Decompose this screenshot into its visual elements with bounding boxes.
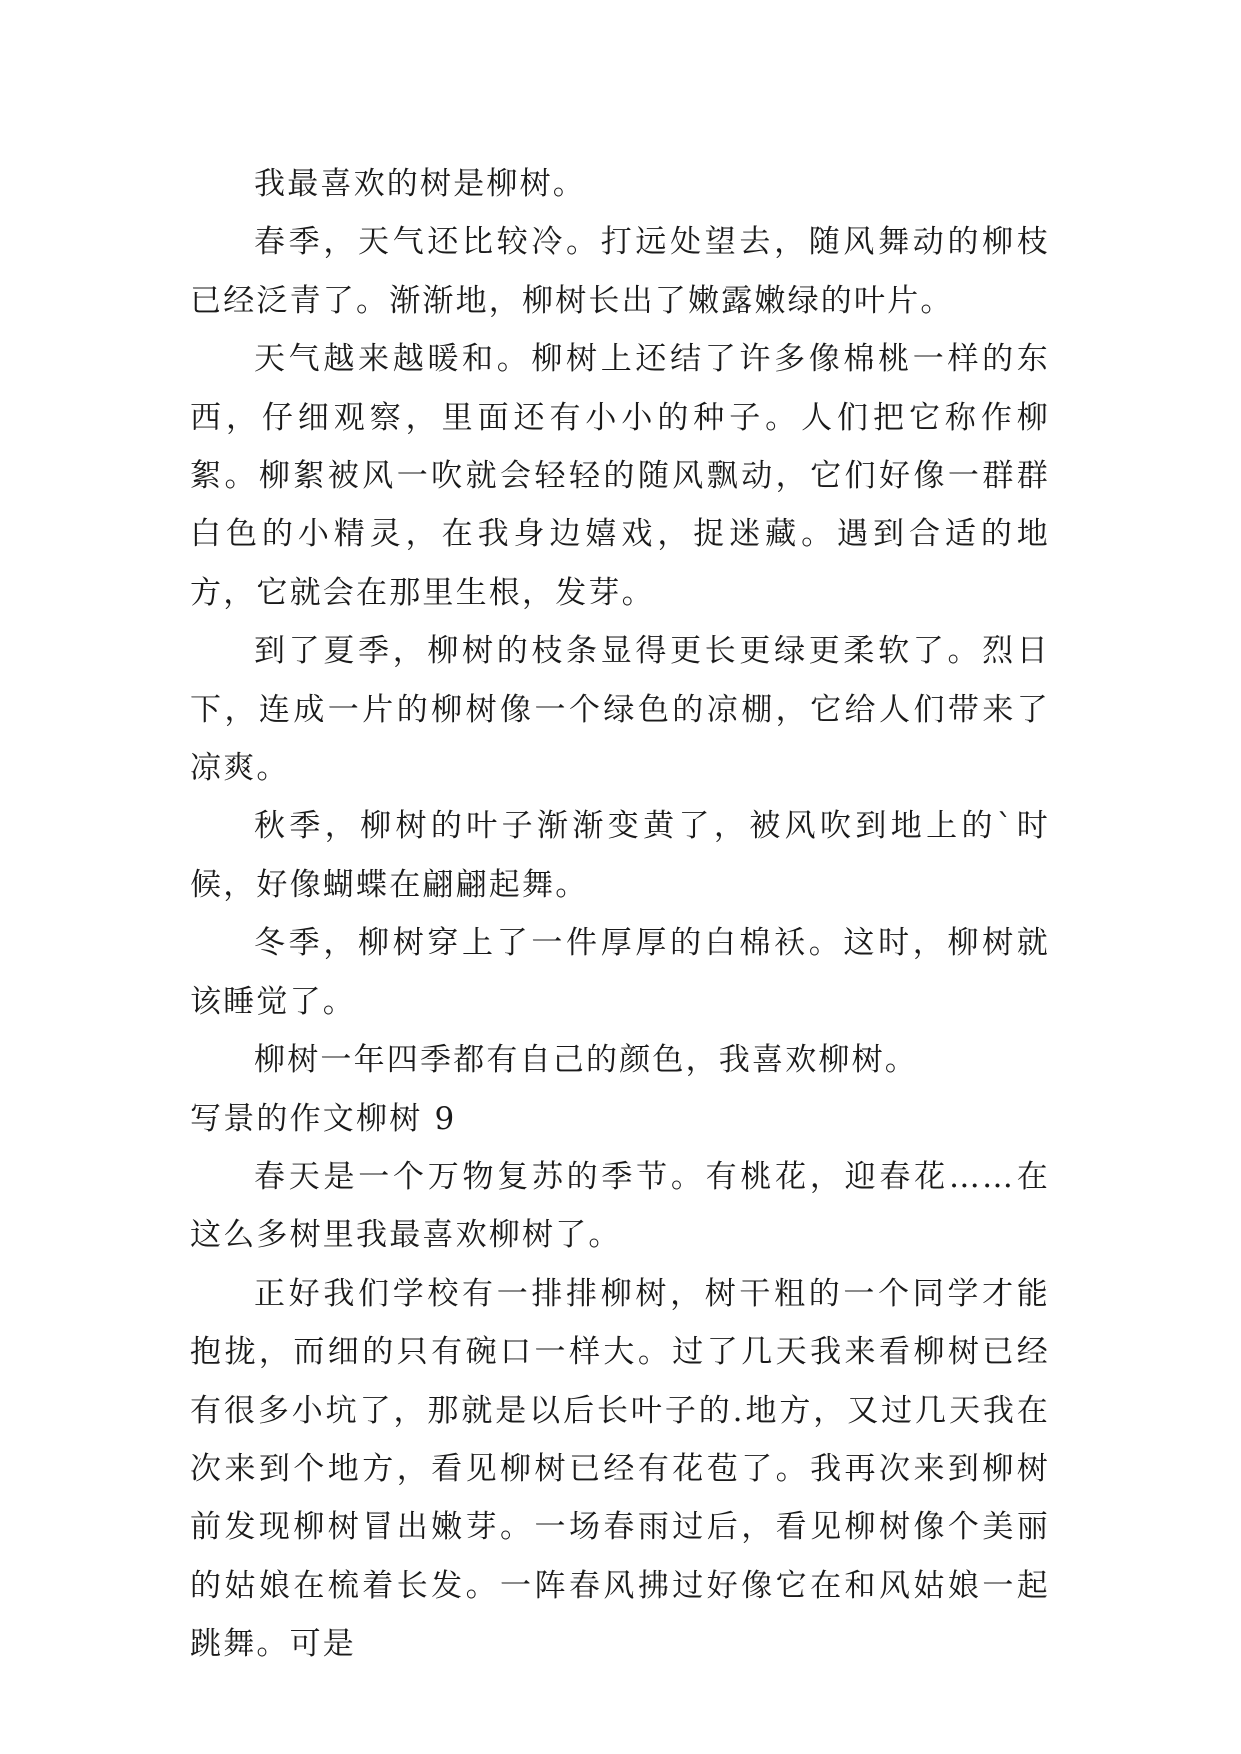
paragraph-6: 冬季，柳树穿上了一件厚厚的白棉袄。这时，柳树就该睡觉了。 <box>190 925 1050 1020</box>
paragraph-3: 天气越来越暖和。柳树上还结了许多像棉桃一样的东西，仔细观察，里面还有小小的种子。人们把它称作柳絮。柳絮被风一吹就会轻轻的随风飘动，它们好像一群群白色的小精灵，在我身边嬉戏，捉迷藏。遇到合适的地方，它就会在那里生根，发芽。 <box>190 341 1050 611</box>
section-heading: 写景的作文柳树 9 <box>190 1100 457 1137</box>
paragraph-5: 秋季，柳树的叶子渐渐变黄了，被风吹到地上的`时候，好像蝴蝶在翩翩起舞。 <box>190 808 1050 903</box>
paragraph-2: 春季，天气还比较冷。打远处望去，随风舞动的柳枝已经泛青了。渐渐地，柳树长出了嫩露嫩绿的叶片。 <box>190 224 1050 319</box>
paragraph-4: 到了夏季，柳树的枝条显得更长更绿更柔软了。烈日下，连成一片的柳树像一个绿色的凉棚，它给人们带来了凉爽。 <box>190 633 1050 787</box>
paragraph-9: 正好我们学校有一排排柳树，树干粗的一个同学才能抱拢，而细的只有碗口一样大。过了几天我来看柳树已经有很多小坑了，那就是以后长叶子的.地方，又过几天我在次来到个地方，看见柳树已经有花苞了。我再次来到柳树前发现柳树冒出嫩芽。一场春雨过后，看见柳树像个美丽的姑娘在梳着长发。一阵春风拂过好像它在和风姑娘一起跳舞。可是 <box>190 1275 1050 1663</box>
paragraph-1: 我最喜欢的树是柳树。 <box>254 166 586 202</box>
document-body <box>190 155 1050 1674</box>
paragraph-8: 春天是一个万物复苏的季节。有桃花，迎春花……在这么多树里我最喜欢柳树了。 <box>190 1158 1050 1254</box>
paragraph-7: 柳树一年四季都有自己的颜色，我喜欢柳树。 <box>254 1042 918 1079</box>
